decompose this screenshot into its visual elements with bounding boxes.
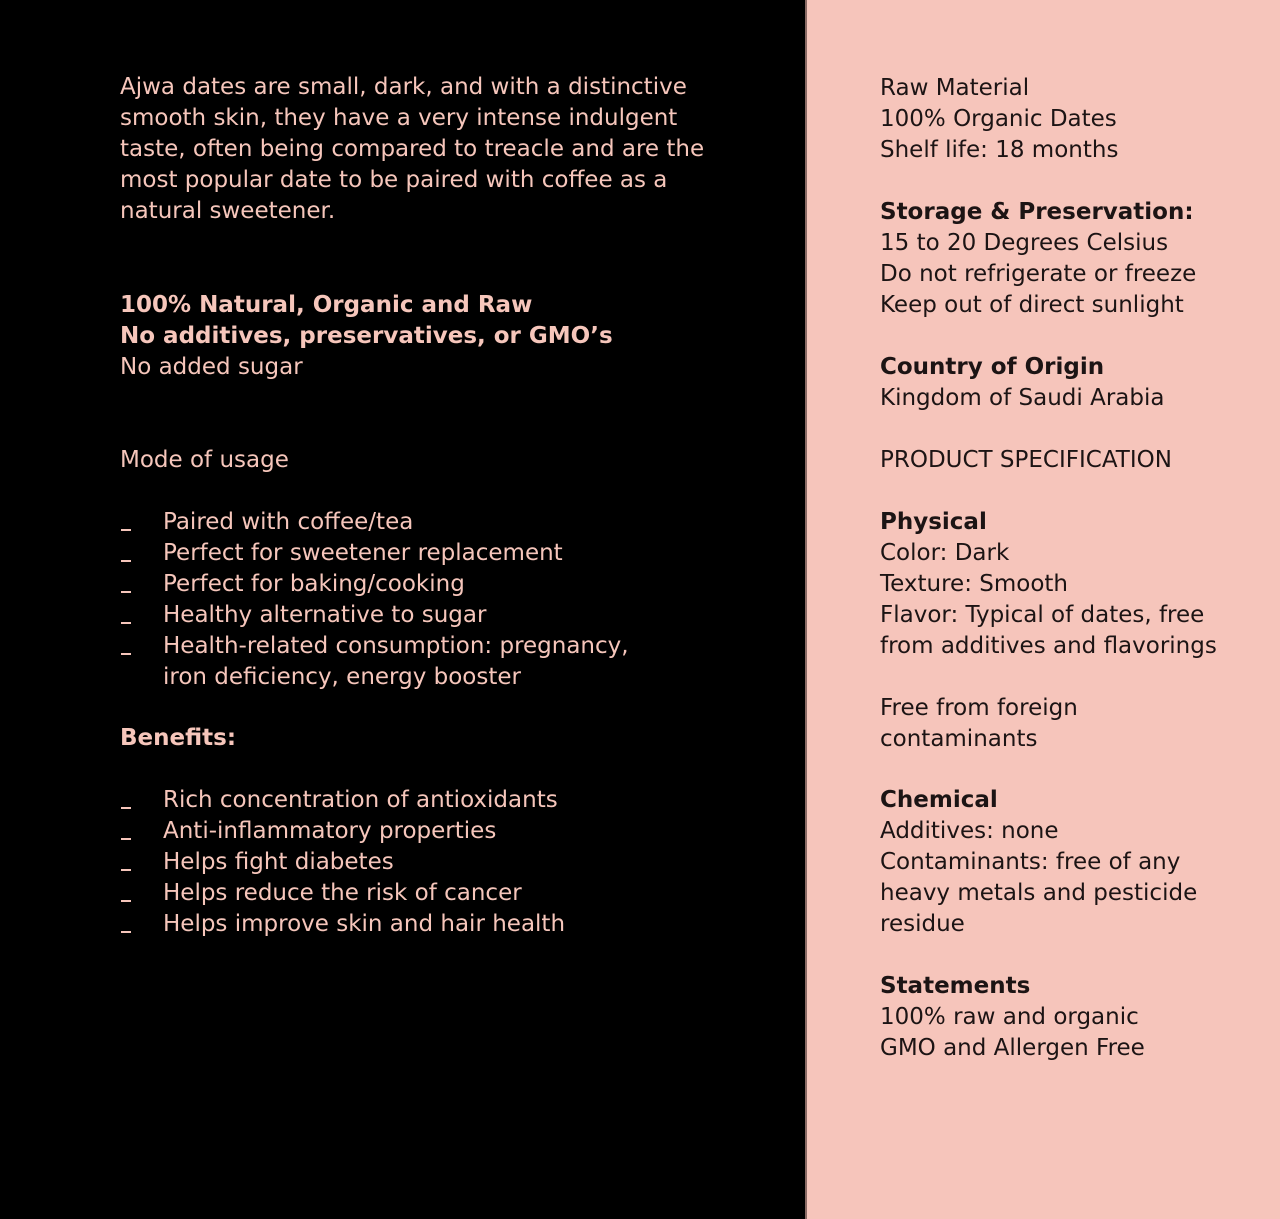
statements-title: Statements: [880, 973, 1031, 999]
list-item: [120, 816, 760, 847]
foreign-line: Free from foreign: [880, 695, 1078, 721]
list-item-text: Rich concentration of antioxidants: [163, 787, 558, 813]
physical-title: Physical: [880, 509, 987, 535]
natural-claim-additives: No additives, preservatives, or GMO’s: [120, 323, 613, 349]
benefits-list: [120, 785, 760, 940]
list-item: [120, 785, 760, 816]
physical-line: Color: Dark: [880, 540, 1010, 566]
natural-claim-organic: 100% Natural, Organic and Raw: [120, 292, 533, 318]
spec-title: PRODUCT SPECIFICATION: [880, 447, 1172, 473]
list-item: [120, 909, 760, 940]
storage-section: [880, 197, 1270, 321]
list-item-text: Helps reduce the risk of cancer: [163, 880, 522, 906]
storage-line: Do not refrigerate or freeze: [880, 261, 1197, 287]
list-item-text-continued: iron deficiency, energy booster: [163, 664, 521, 690]
list-item-text: Perfect for sweetener replacement: [163, 540, 563, 566]
natural-claims: [120, 290, 760, 383]
list-item-text: Paired with coffee/tea: [163, 509, 414, 535]
statements-section: [880, 971, 1270, 1064]
intro-line: Ajwa dates are small, dark, and with a distinctive: [120, 74, 687, 100]
list-item: [120, 631, 760, 693]
physical-section: [880, 507, 1270, 662]
shelf-life-line: Shelf life: 18 months: [880, 137, 1119, 163]
storage-title: Storage & Preservation:: [880, 199, 1194, 225]
list-item-text: Anti-inflammatory properties: [163, 818, 497, 844]
list-item: [120, 847, 760, 878]
storage-line: Keep out of direct sunlight: [880, 292, 1184, 318]
chemical-title: Chemical: [880, 787, 998, 813]
list-item-text: Helps improve skin and hair health: [163, 911, 566, 937]
intro-line: most popular date to be paired with coffee as a: [120, 167, 668, 193]
intro-line: natural sweetener.: [120, 198, 336, 224]
list-item-text: Health-related consumption: pregnancy,: [163, 633, 629, 659]
origin-title: Country of Origin: [880, 354, 1105, 380]
usage-list: [120, 507, 760, 693]
foreign-line: contaminants: [880, 726, 1038, 752]
physical-line: Texture: Smooth: [880, 571, 1068, 597]
origin-line: Kingdom of Saudi Arabia: [880, 385, 1165, 411]
intro-line: smooth skin, they have a very intense indulgent: [120, 105, 678, 131]
list-item: [120, 878, 760, 909]
benefits-title: Benefits:: [120, 725, 237, 751]
origin-section: [880, 352, 1270, 414]
list-item: [120, 538, 760, 569]
chemical-line: heavy metals and pesticide: [880, 880, 1198, 906]
statements-line: 100% raw and organic: [880, 1004, 1139, 1030]
list-item-text: Healthy alternative to sugar: [163, 602, 487, 628]
chemical-section: [880, 785, 1270, 940]
usage-title: Mode of usage: [120, 447, 289, 473]
intro-paragraph: [120, 72, 720, 227]
raw-material-section: [880, 73, 1270, 166]
list-item-text: Helps fight diabetes: [163, 849, 394, 875]
foreign-section: [880, 693, 1270, 755]
chemical-line: Contaminants: free of any: [880, 849, 1181, 875]
natural-claim-sugar: No added sugar: [120, 354, 303, 380]
intro-line: taste, often being compared to treacle and are the: [120, 136, 705, 162]
chemical-line: Additives: none: [880, 818, 1059, 844]
list-item: [120, 507, 760, 538]
raw-material-title: Raw Material: [880, 75, 1030, 101]
storage-line: 15 to 20 Degrees Celsius: [880, 230, 1169, 256]
physical-line: Flavor: Typical of dates, free: [880, 602, 1205, 628]
chemical-line: residue: [880, 911, 965, 937]
statements-line: GMO and Allergen Free: [880, 1035, 1145, 1061]
raw-material-line: 100% Organic Dates: [880, 106, 1117, 132]
right-panel: [807, 0, 1280, 1219]
list-item: [120, 600, 760, 631]
physical-line: from additives and flavorings: [880, 633, 1217, 659]
list-item-text: Perfect for baking/cooking: [163, 571, 465, 597]
list-item: [120, 569, 760, 600]
